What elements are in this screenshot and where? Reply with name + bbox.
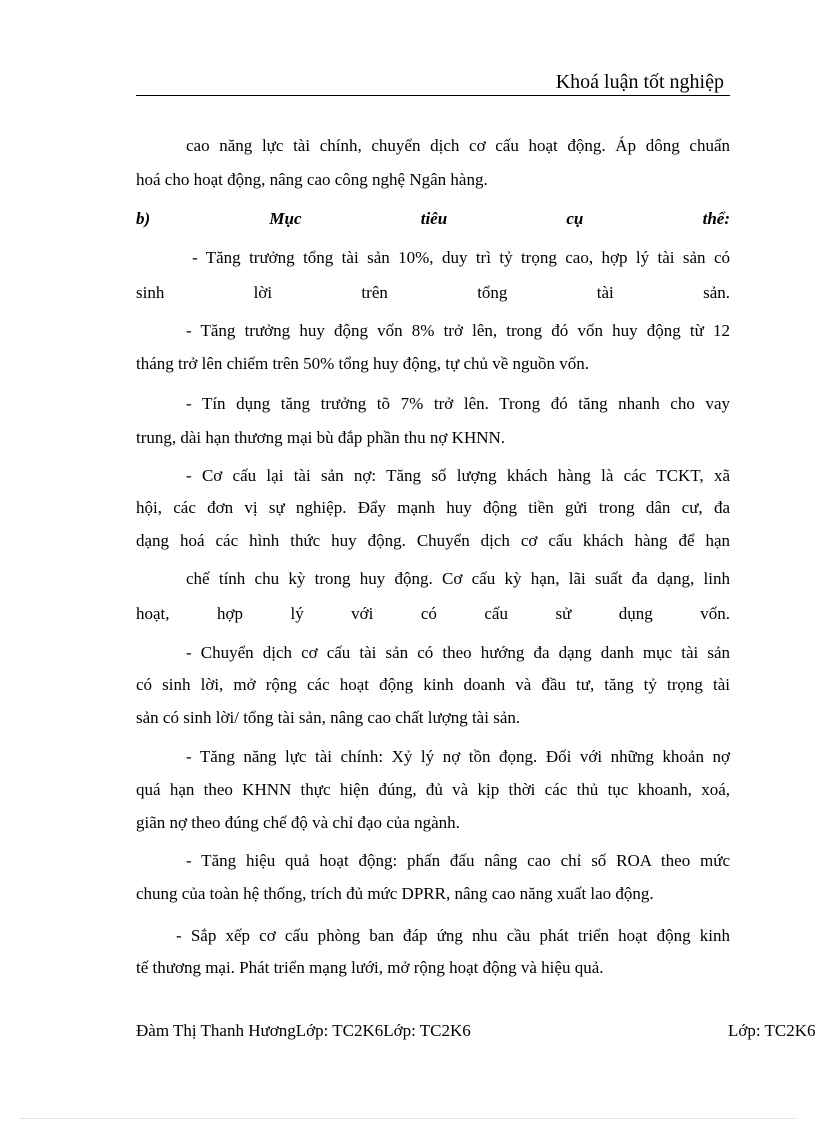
body-line: hoạt, hợp lý với có cấu sử dụng vốn.	[136, 604, 730, 623]
body-line: tháng trở lên chiếm trên 50% tổng huy động, tự chủ về nguồn vốn.	[136, 354, 590, 373]
body-line: - Tăng năng lực tài chính: Xỷ lý nợ tồn đọng. Đối với những khoản nợ	[186, 747, 730, 766]
body-line: hội, các đơn vị sự nghiệp. Đẩy mạnh huy động tiền gửi trong dân cư, đa	[136, 498, 730, 517]
body-line: - Tín dụng tăng trưởng tõ 7% trở lên. Trong đó tăng nhanh cho vay	[186, 394, 730, 413]
body-line: sinh lời trên tổng tài sản.	[136, 283, 730, 302]
body-line: - Tăng hiệu quả hoạt động: phấn đấu nâng cao chỉ số ROA theo mức	[186, 851, 730, 870]
body-line: - Tăng trưởng huy động vốn 8% trở lên, trong đó vốn huy động từ 12	[186, 321, 730, 340]
page-bottom-border	[20, 1118, 796, 1119]
body-line: hoá cho hoạt động, nâng cao công nghệ Ngân hàng.	[136, 170, 488, 189]
body-line: - Cơ cấu lại tài sản nợ: Tăng số lượng khách hàng là các TCKT, xã	[186, 466, 730, 485]
body-line: chế tính chu kỳ trong huy động. Cơ cấu kỳ hạn, lãi suất đa dạng, linh	[186, 569, 730, 588]
body-line: quá hạn theo KHNN thực hiện đúng, đủ và kịp thời các thủ tục khoanh, xoá,	[136, 780, 730, 799]
body-line: tế thương mại. Phát triển mạng lưới, mở rộng hoạt động và hiệu quả.	[136, 958, 604, 977]
body-line: dạng hoá các hình thức huy động. Chuyển dịch cơ cấu khách hàng để hạn	[136, 531, 730, 550]
running-header-title: Khoá luận tốt nghiệp	[555, 71, 724, 93]
body-line: giãn nợ theo đúng chế độ và chỉ đạo của ngành.	[136, 813, 460, 832]
section-heading: b) Mục tiêu cụ thể:	[136, 209, 730, 228]
body-line: sản có sinh lời/ tổng tài sản, nâng cao chất lượng tài sản.	[136, 708, 521, 727]
body-line: chung của toàn hệ thống, trích đủ mức DPRR, nâng cao năng xuất lao động.	[136, 884, 654, 903]
footer-class-label: Lớp: TC2K6	[728, 1021, 816, 1040]
body-line: có sinh lời, mở rộng các hoạt động kinh doanh và đầu tư, tăng tỷ trọng tài	[136, 675, 730, 694]
body-line: cao năng lực tài chính, chuyển dịch cơ cấu hoạt động. Áp dông chuẩn	[186, 136, 730, 155]
header-rule	[136, 95, 730, 96]
body-line: - Sắp xếp cơ cấu phòng ban đáp ứng nhu cầu phát triển hoạt động kinh	[176, 926, 730, 945]
body-line: - Tăng trưởng tổng tài sản 10%, duy trì tỷ trọng cao, hợp lý tài sản có	[192, 248, 730, 267]
body-line: - Chuyển dịch cơ cấu tài sản có theo hướng đa dạng danh mục tài sản	[186, 643, 730, 662]
body-line: trung, dài hạn thương mại bù đắp phần thu nợ KHNN.	[136, 428, 506, 447]
footer-author: Đàm Thị Thanh HươngLớp: TC2K6Lớp: TC2K6	[136, 1021, 471, 1040]
